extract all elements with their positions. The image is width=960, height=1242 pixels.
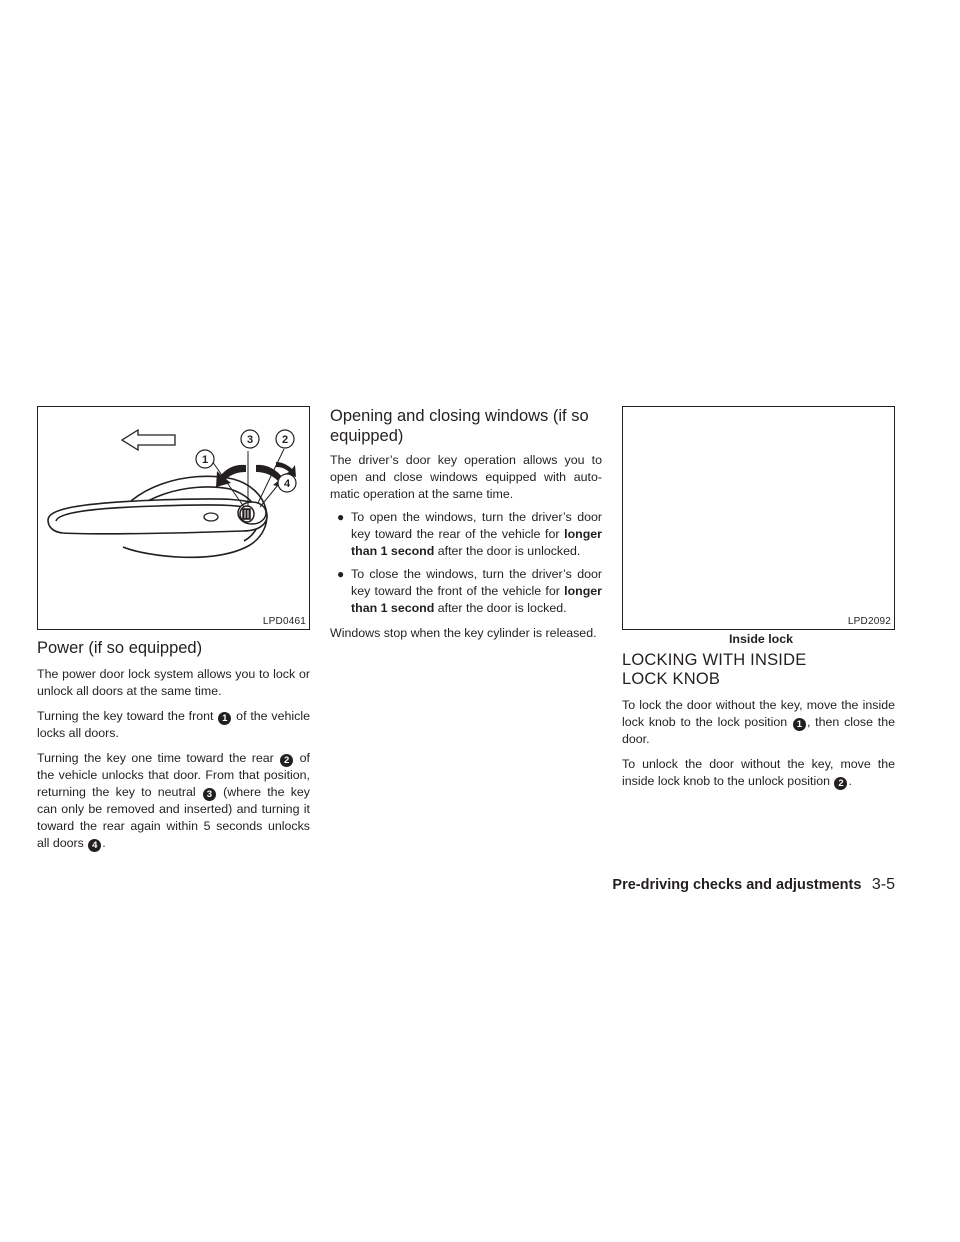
page-footer <box>612 876 895 894</box>
paragraph: The driver’s door key operation allows you to open and close windows equipped with auto-matic operation at the same time. <box>330 453 602 501</box>
bullet-icon: ● <box>337 567 345 581</box>
number-3-icon: 3 <box>203 788 216 801</box>
bullet-icon: ● <box>337 510 345 524</box>
section-heading-inside-lock: LOCKING WITH INSIDE LOCK KNOB <box>622 651 807 688</box>
callout-4: 4 <box>283 478 291 490</box>
front-direction-arrow-icon <box>122 430 175 450</box>
figure-code: LPD0461 <box>262 616 306 627</box>
paragraph: To unlock the door without the key, move the inside lock knob to the unlock position 2 . <box>622 757 895 789</box>
middle-column-text <box>330 406 602 642</box>
footer-section-title: Pre-driving checks and adjustments <box>612 877 862 893</box>
number-1-icon: 1 <box>218 712 231 725</box>
callout-1: 1 <box>201 454 209 466</box>
door-handle-illustration <box>38 407 309 629</box>
paragraph: Turning the key one time toward the rear 2 of the vehicle unlocks that door. From that position, returning the key to neutral 3 (where the key can only be removed and inserted) and turning it toward the rear again within 5 seconds unlocks all doors 4 . <box>37 751 310 851</box>
bullet-item: ● To close the windows, turn the driver’s door key toward the front of the vehicle for longer than 1 second after the door is locked. <box>337 567 602 615</box>
number-4-icon: 4 <box>88 839 101 852</box>
section-heading-windows: Opening and closing windows (if so equipped) <box>330 407 589 445</box>
number-2-icon: 2 <box>280 754 293 767</box>
page-number: 3-5 <box>871 876 895 893</box>
number-1-icon: 1 <box>793 718 806 731</box>
bullet-item: ● To open the windows, turn the driver’s door key toward the rear of the vehicle for longer than 1 second after the door is unlocked. <box>337 510 602 558</box>
callout-2: 2 <box>281 434 289 446</box>
left-column-text <box>37 638 310 852</box>
section-heading-power: Power (if so equipped) <box>37 639 203 657</box>
figure-code: LPD2092 <box>847 616 891 627</box>
door-handle-figure <box>37 406 310 630</box>
figure-caption: Inside lock <box>728 632 794 646</box>
inside-lock-figure <box>622 406 895 630</box>
number-2-icon: 2 <box>834 777 847 790</box>
callout-3: 3 <box>246 434 254 446</box>
right-column-text <box>622 651 895 790</box>
paragraph: The power door lock system allows you to lock or unlock all doors at the same time. <box>37 667 310 698</box>
paragraph: Turning the key toward the front 1 of the vehicle locks all doors. <box>37 709 310 740</box>
paragraph: Windows stop when the key cylinder is released. <box>330 626 597 640</box>
paragraph: To lock the door without the key, move the inside lock knob to the lock position 1 , then close the door. <box>622 698 895 746</box>
